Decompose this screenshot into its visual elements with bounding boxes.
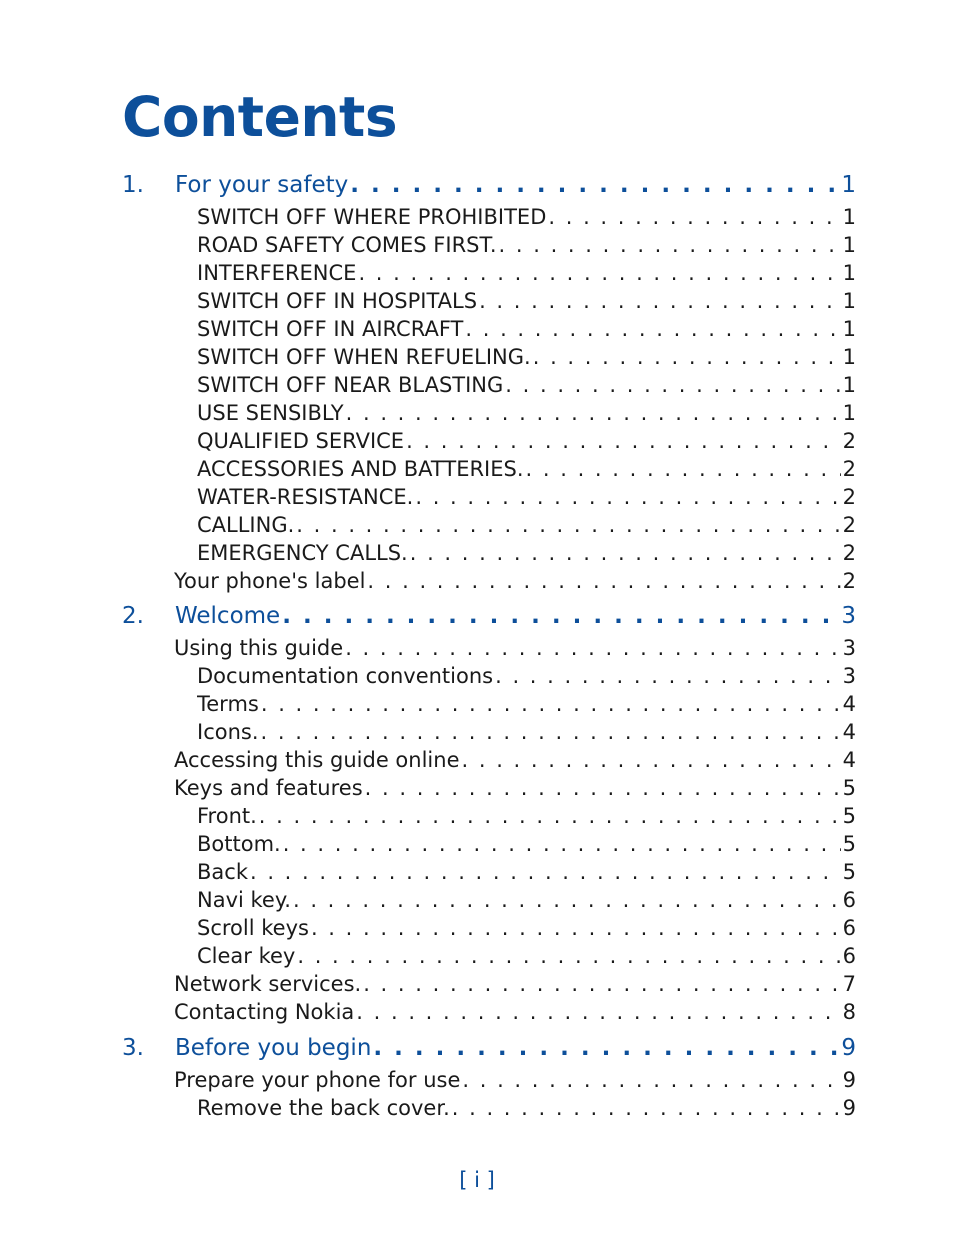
toc-entry[interactable] [174,748,856,776]
toc-chapter-entry[interactable] [122,172,856,204]
entry-label: Welcome [175,603,281,629]
entry-page-number: 1 [842,233,856,257]
toc-entry[interactable] [174,569,856,597]
entry-page-number: 2 [842,569,856,593]
dot-leader [297,944,840,968]
entry-label: SWITCH OFF WHERE PROHIBITED [197,205,547,229]
dot-leader [261,692,841,716]
entry-label: Icons. [197,720,259,744]
toc-entry[interactable] [174,972,856,1000]
entry-page-number: 2 [842,513,856,537]
entry-label: USE SENSIBLY [197,401,344,425]
toc-entry[interactable] [197,233,856,261]
entry-page-number: 1 [841,172,856,198]
toc-entry[interactable] [197,541,856,569]
dot-leader [350,172,839,198]
entry-label: Documentation conventions [197,664,494,688]
dot-leader [311,916,841,940]
dot-leader [406,429,841,453]
toc-entry[interactable] [197,373,856,401]
entry-page-number: 3 [842,664,856,688]
dot-leader [283,832,841,856]
dot-leader [373,1035,839,1061]
toc-entry[interactable] [197,1096,856,1124]
entry-label: Bottom. [197,832,281,856]
toc-entry[interactable] [197,860,856,888]
page-number-footer: [ i ] [459,1168,495,1192]
entry-page-number: 9 [842,1068,856,1092]
toc-entry[interactable] [174,636,856,664]
entry-page-number: 2 [842,429,856,453]
dot-leader [367,569,840,593]
toc-entry[interactable] [197,429,856,457]
entry-label: QUALIFIED SERVICE [197,429,405,453]
entry-label: Terms [197,692,259,716]
entry-label: SWITCH OFF NEAR BLASTING [197,373,504,397]
dot-leader [293,888,841,912]
toc-entry[interactable] [197,804,856,832]
entry-label: Before you begin [175,1035,372,1061]
entry-page-number: 8 [842,1000,856,1024]
toc-chapter-entry[interactable] [122,603,856,635]
entry-page-number: 1 [842,317,856,341]
entry-page-number: 2 [842,485,856,509]
entry-page-number: 1 [842,205,856,229]
entry-page-number: 5 [842,776,856,800]
toc-entry[interactable] [197,345,856,373]
entry-page-number: 1 [842,401,856,425]
toc-entry[interactable] [174,1000,856,1028]
toc-entry[interactable] [197,205,856,233]
entry-page-number: 7 [842,972,856,996]
toc-entry[interactable] [197,457,856,485]
entry-page-number: 4 [842,692,856,716]
entry-label: For your safety [175,172,349,198]
dot-leader [345,636,840,660]
dot-leader [452,1096,841,1120]
entry-label: Using this guide [174,636,344,660]
dot-leader [365,776,841,800]
dot-leader [499,233,841,257]
entry-label: SWITCH OFF IN AIRCRAFT [197,317,464,341]
dot-leader [505,373,840,397]
entry-label: SWITCH OFF WHEN REFUELING. [197,345,531,369]
toc-entry[interactable] [197,692,856,720]
dot-leader [296,513,840,537]
dot-leader [479,289,841,313]
entry-label: EMERGENCY CALLS. [197,541,408,565]
entry-page-number: 6 [842,888,856,912]
entry-page-number: 5 [842,804,856,828]
entry-label: Keys and features [174,776,363,800]
dot-leader [462,748,841,772]
toc-entry[interactable] [197,888,856,916]
entry-page-number: 6 [842,916,856,940]
chapter-number: 1. [122,172,144,198]
page-title: Contents [122,85,398,149]
entry-label: Clear key [197,944,296,968]
dot-leader [282,603,839,629]
entry-label: ROAD SAFETY COMES FIRST. [197,233,497,257]
entry-page-number: 5 [842,832,856,856]
entry-label: Remove the back cover. [197,1096,450,1120]
entry-label: Front. [197,804,257,828]
entry-page-number: 5 [842,860,856,884]
entry-label: WATER-RESISTANCE. [197,485,414,509]
dot-leader [410,541,841,565]
entry-page-number: 6 [842,944,856,968]
entry-label: Prepare your phone for use [174,1068,461,1092]
entry-page-number: 9 [842,1096,856,1120]
entry-page-number: 3 [842,636,856,660]
dot-leader [363,972,840,996]
entry-label: INTERFERENCE [197,261,357,285]
toc-entry[interactable] [197,720,856,748]
entry-page-number: 2 [842,457,856,481]
toc-entry[interactable] [197,832,856,860]
dot-leader [495,664,841,688]
toc-entry[interactable] [197,401,856,429]
entry-label: Network services. [174,972,362,996]
toc-entry[interactable] [197,289,856,317]
entry-label: Your phone's label [174,569,366,593]
entry-page-number: 4 [842,748,856,772]
toc-entry[interactable] [197,916,856,944]
dot-leader [415,485,840,509]
toc-entry[interactable] [197,664,856,692]
entry-page-number: 3 [841,603,856,629]
toc-entry[interactable] [174,1068,856,1096]
toc-entry[interactable] [174,776,856,804]
entry-label: SWITCH OFF IN HOSPITALS [197,289,478,313]
entry-page-number: 2 [842,541,856,565]
entry-label: Navi key. [197,888,291,912]
dot-leader [526,457,841,481]
toc-entry[interactable] [197,317,856,345]
entry-label: Scroll keys [197,916,309,940]
entry-label: Back [197,860,248,884]
entry-page-number: 4 [842,720,856,744]
dot-leader [462,1068,840,1092]
dot-leader [356,1000,840,1024]
toc-entry[interactable] [197,944,856,972]
entry-page-number: 1 [842,261,856,285]
entry-page-number: 1 [842,373,856,397]
dot-leader [548,205,840,229]
toc-entry[interactable] [197,261,856,289]
dot-leader [358,261,840,285]
toc-entry[interactable] [197,513,856,541]
dot-leader [259,804,841,828]
entry-page-number: 1 [842,289,856,313]
entry-label: ACCESSORIES AND BATTERIES. [197,457,524,481]
chapter-number: 2. [122,603,144,629]
dot-leader [465,317,840,341]
chapter-number: 3. [122,1035,144,1061]
entry-label: Contacting Nokia [174,1000,355,1024]
toc-entry[interactable] [197,485,856,513]
entry-page-number: 1 [842,345,856,369]
dot-leader [533,345,841,369]
entry-page-number: 9 [841,1035,856,1061]
entry-label: CALLING. [197,513,295,537]
entry-label: Accessing this guide online [174,748,460,772]
dot-leader [346,401,841,425]
toc-chapter-entry[interactable] [122,1035,856,1067]
dot-leader [261,720,841,744]
dot-leader [250,860,841,884]
